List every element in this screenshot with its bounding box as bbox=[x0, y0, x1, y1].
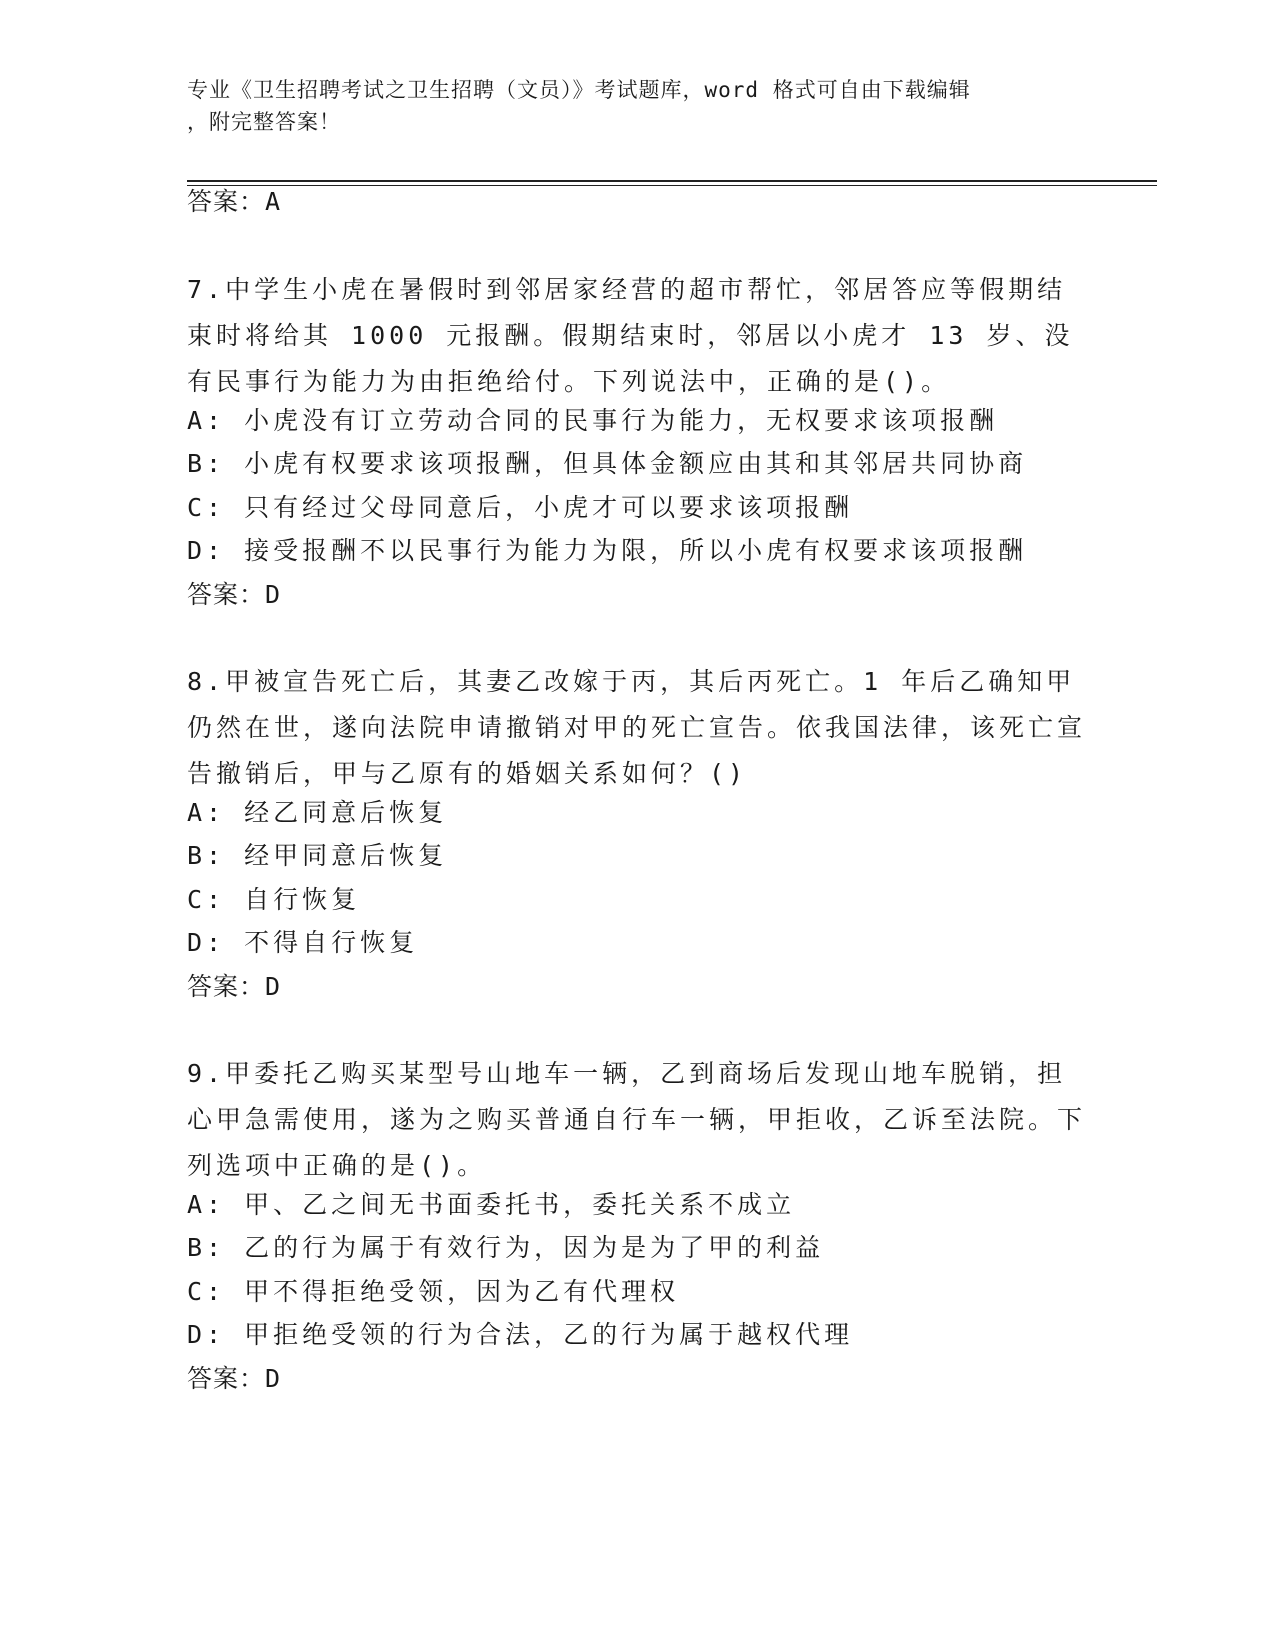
question-9-option-c: C: 甲不得拒绝受领，因为乙有代理权 bbox=[187, 1277, 680, 1306]
question-9-option-b: B: 乙的行为属于有效行为，因为是为了甲的利益 bbox=[187, 1233, 825, 1262]
question-8-text: 8.甲被宣告死亡后，其妻乙改嫁于丙，其后丙死亡。1 年后乙确知甲仍然在世，遂向法院申请撤销对甲的死亡宣告。依我国法律，该死亡宣告撤销后，甲与乙原有的婚姻关系如何？() bbox=[187, 667, 1087, 788]
question-8-answer: 答案：D bbox=[187, 972, 282, 1001]
question-8-option-b: B: 经甲同意后恢复 bbox=[187, 841, 448, 870]
question-7-option-d: D: 接受报酬不以民事行为能力为限，所以小虎有权要求该项报酬 bbox=[187, 536, 1028, 565]
question-9-option-d: D: 甲拒绝受领的行为合法，乙的行为属于越权代理 bbox=[187, 1320, 854, 1349]
header-divider-thin bbox=[187, 185, 1157, 186]
question-8-option-a: A: 经乙同意后恢复 bbox=[187, 798, 448, 827]
document-header bbox=[187, 74, 1087, 138]
question-7-text: 7.中学生小虎在暑假时到邻居家经营的超市帮忙，邻居答应等假期结束时将给其 1000 元报酬。假期结束时，邻居以小虎才 13 岁、没有民事行为能力为由拒绝给付。下列说法中，正确的是()。 bbox=[187, 275, 1074, 396]
header-divider-thick bbox=[187, 180, 1157, 182]
question-9-text: 9.甲委托乙购买某型号山地车一辆，乙到商场后发现山地车脱销，担心甲急需使用，遂为之购买普通自行车一辆，甲拒收，乙诉至法院。下列选项中正确的是()。 bbox=[187, 1059, 1087, 1180]
question-7-option-b: B: 小虎有权要求该项报酬，但具体金额应由其和其邻居共同协商 bbox=[187, 449, 1028, 478]
question-7-option-a: A: 小虎没有订立劳动合同的民事行为能力，无权要求该项报酬 bbox=[187, 406, 999, 435]
question-7-answer: 答案：D bbox=[187, 580, 282, 609]
question-8-option-c: C: 自行恢复 bbox=[187, 885, 361, 914]
question-9-answer: 答案：D bbox=[187, 1364, 282, 1393]
header-line-1: 专业《卫生招聘考试之卫生招聘（文员）》考试题库，word 格式可自由下载编辑 bbox=[187, 78, 971, 102]
question-8-option-d: D: 不得自行恢复 bbox=[187, 928, 419, 957]
question-9-option-a: A: 甲、乙之间无书面委托书，委托关系不成立 bbox=[187, 1190, 796, 1219]
previous-answer: 答案：A bbox=[187, 187, 282, 216]
question-7-option-c: C: 只有经过父母同意后，小虎才可以要求该项报酬 bbox=[187, 493, 854, 522]
header-line-2: ，附完整答案！ bbox=[187, 110, 341, 134]
